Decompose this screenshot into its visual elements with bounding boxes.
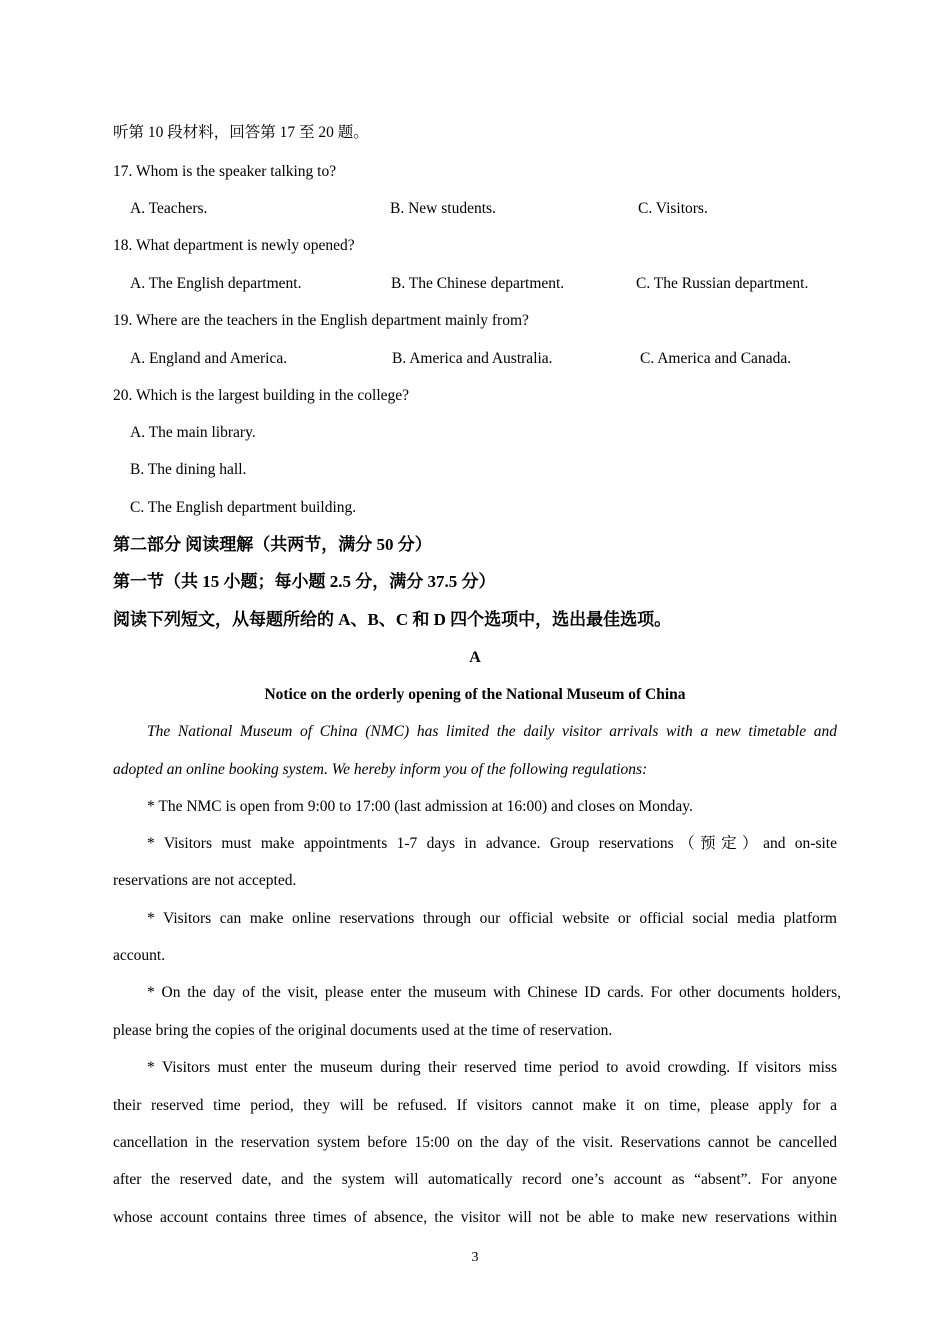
option-a: A. Teachers. (130, 200, 208, 217)
option-a: A. The main library. (130, 424, 256, 441)
rule-3-line-1: * Visitors can make online reservations through our official website or official social media platform (147, 910, 837, 927)
rule-5-line-3: cancellation in the reservation system before 15:00 on the day of the visit. Reservations cannot be cancelled (113, 1134, 837, 1151)
section1-heading: 第一节（共 15 小题；每小题 2.5 分，满分 37.5 分） (113, 572, 496, 591)
option-c: C. The English department building. (130, 499, 357, 516)
question-18-options (0, 274, 950, 294)
question-17: 17. Whom is the speaker talking to? (113, 163, 337, 180)
rule-5-line-1: * Visitors must enter the museum during their reserved time period to avoid crowding. If visitors miss (147, 1059, 837, 1076)
question-19-options (0, 349, 950, 369)
option-c: C. The Russian department. (636, 275, 809, 292)
page-number: 3 (471, 1250, 479, 1265)
rule-5-line-2: their reserved time period, they will be refused. If visitors cannot make it on time, please apply for a (113, 1097, 837, 1114)
question-20: 20. Which is the largest building in the college? (113, 387, 410, 404)
option-c: C. America and Canada. (640, 350, 792, 367)
option-a: A. England and America. (130, 350, 288, 367)
listening-intro: 听第 10 段材料，回答第 17 至 20 题。 (113, 124, 369, 141)
option-b: B. New students. (390, 200, 496, 217)
rule-1-line-1: * The NMC is open from 9:00 to 17:00 (last admission at 16:00) and closes on Monday. (147, 798, 693, 815)
rule-3-line-2: account. (113, 947, 166, 964)
reading-instruction: 阅读下列短文，从每题所给的 A、B、C 和 D 四个选项中，选出最佳选项。 (113, 610, 672, 629)
rule-2-line-1: * Visitors must make appointments 1-7 days in advance. Group reservations（预定）and on-site (147, 835, 837, 852)
question-18: 18. What department is newly opened? (113, 237, 355, 254)
rule-5-line-4: after the reserved date, and the system will automatically record one’s account as “absent”. For anyone (113, 1171, 837, 1188)
rule-4-line-1: * On the day of the visit, please enter the museum with Chinese ID cards. For other documents holders, (147, 984, 841, 1001)
passage-intro-line-2: adopted an online booking system. We hereby inform you of the following regulations: (113, 761, 648, 778)
option-b: B. The dining hall. (130, 461, 247, 478)
option-c: C. Visitors. (638, 200, 708, 217)
passage-letter: A (469, 649, 481, 666)
passage-title: Notice on the orderly opening of the National Museum of China (264, 686, 686, 703)
option-a: A. The English department. (130, 275, 302, 292)
question-19: 19. Where are the teachers in the English department mainly from? (113, 312, 529, 329)
option-b: B. America and Australia. (392, 350, 553, 367)
rule-2-line-2: reservations are not accepted. (113, 872, 297, 889)
question-17-options (0, 199, 950, 219)
passage-intro-line-1: The National Museum of China (NMC) has limited the daily visitor arrivals with a new timetable and (147, 723, 837, 740)
part2-heading: 第二部分 阅读理解（共两节，满分 50 分） (113, 535, 432, 554)
option-b: B. The Chinese department. (391, 275, 565, 292)
rule-4-line-2: please bring the copies of the original documents used at the time of reservation. (113, 1022, 613, 1039)
rule-5-line-5: whose account contains three times of absence, the visitor will not be able to make new reservations within (113, 1209, 837, 1226)
